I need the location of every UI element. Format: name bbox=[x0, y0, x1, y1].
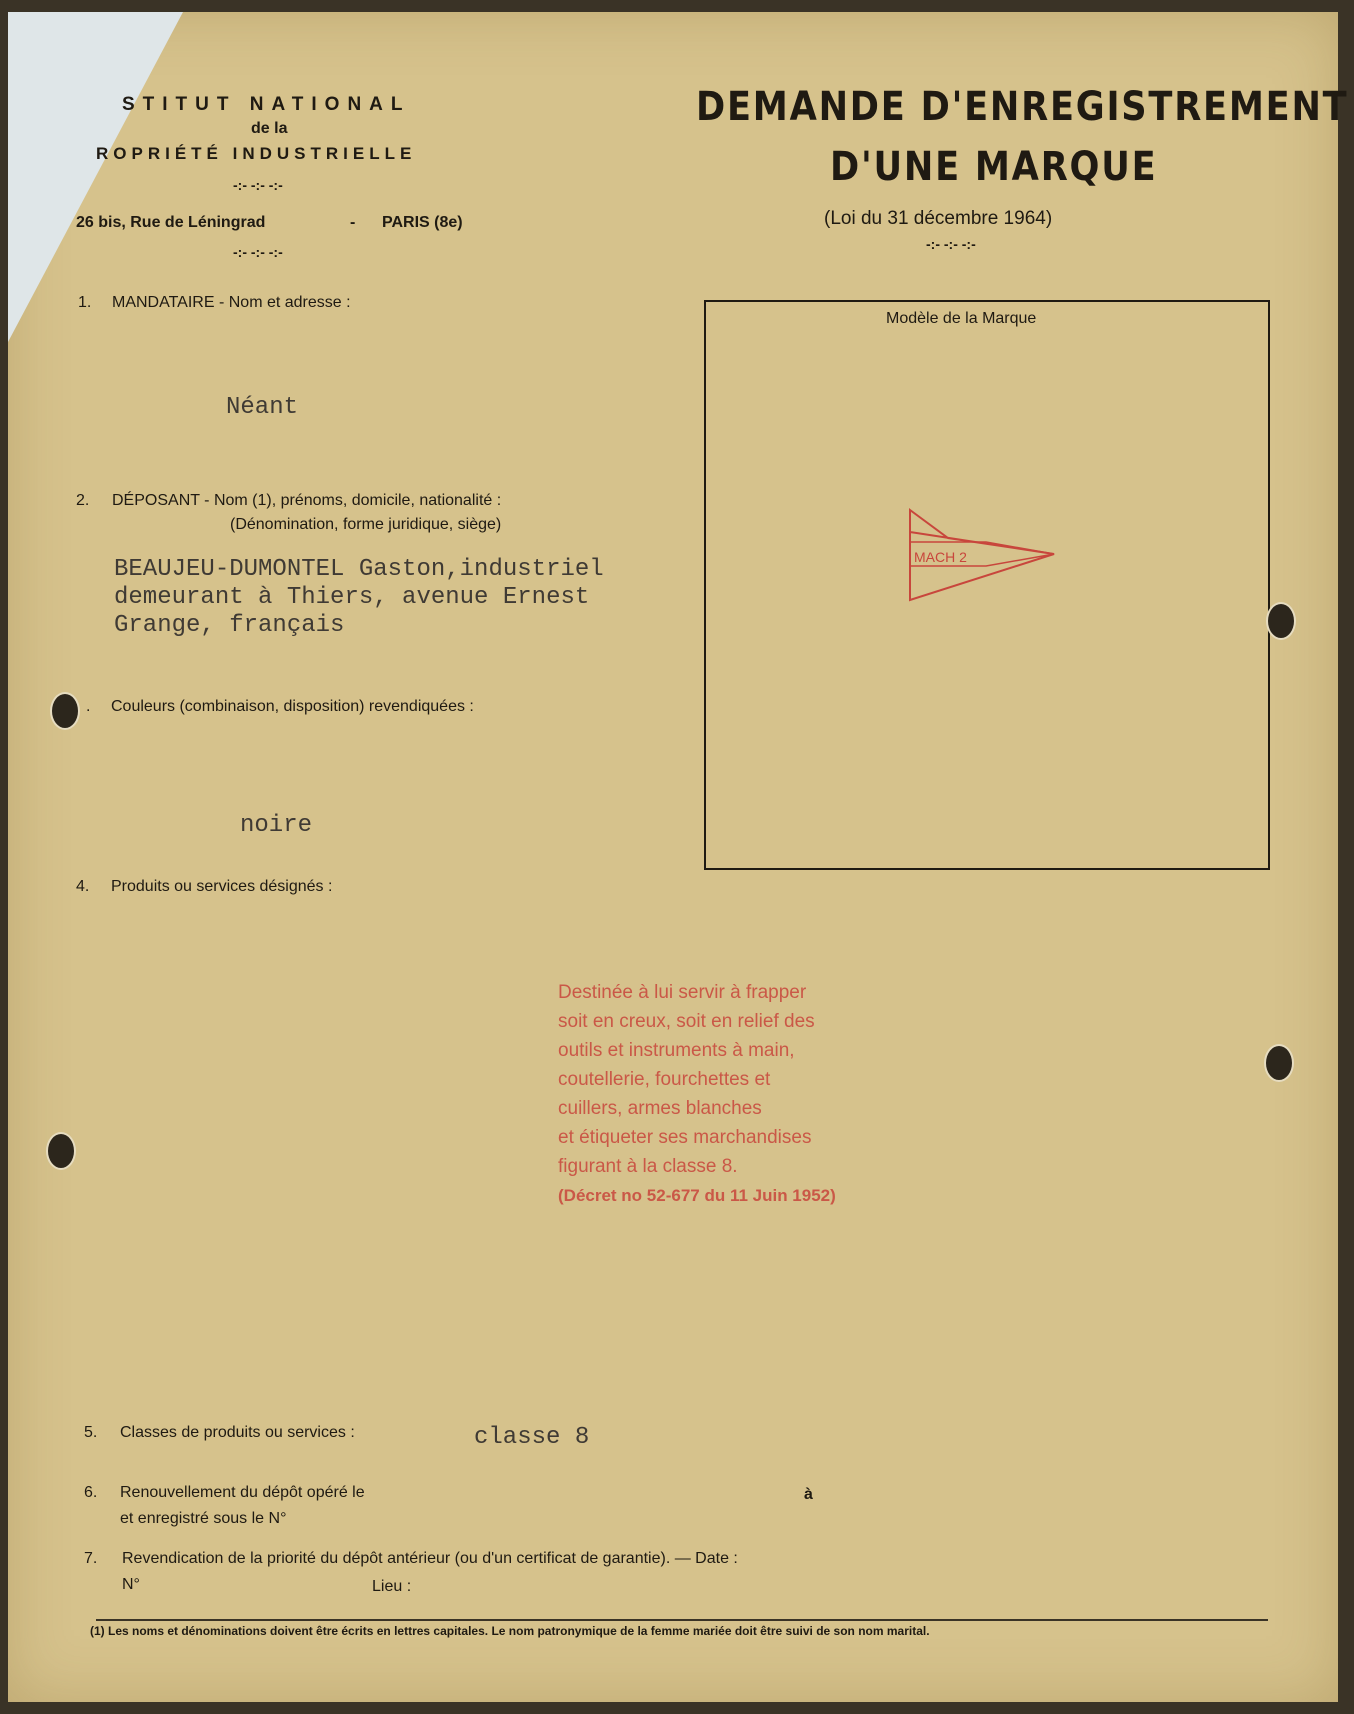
field-2-value-line1: BEAUJEU-DUMONTEL Gaston,industriel bbox=[114, 556, 604, 583]
field-1-number: 1. bbox=[78, 294, 92, 311]
stamp-decree: (Décret no 52-677 du 11 Juin 1952) bbox=[558, 1186, 836, 1205]
goods-description-stamp bbox=[558, 978, 836, 1210]
punch-hole bbox=[46, 1132, 76, 1170]
field-7-place-label: Lieu : bbox=[372, 1578, 412, 1595]
punch-hole bbox=[50, 692, 80, 730]
field-6-place-prefix: à bbox=[804, 1486, 813, 1503]
field-3-value: noire bbox=[240, 812, 313, 839]
field-6-label-2: et enregistré sous le N° bbox=[120, 1510, 287, 1527]
field-1-value: Néant bbox=[226, 394, 299, 421]
stamp-line: soit en creux, soit en relief des bbox=[558, 1011, 815, 1032]
form-page bbox=[8, 12, 1349, 1702]
field-4-number: 4. bbox=[76, 878, 90, 895]
field-7-label: Revendication de la priorité du dépôt antérieur (ou d'un certificat de garantie). — Date : bbox=[122, 1550, 738, 1567]
stamp-line: outils et instruments à main, bbox=[558, 1040, 795, 1061]
institute-name-line3: ROPRIÉTÉ INDUSTRIELLE bbox=[96, 144, 417, 163]
trademark-specimen-box bbox=[704, 300, 1270, 870]
stamp-line: figurant à la classe 8. bbox=[558, 1156, 738, 1177]
form-title-line1: DEMANDE D'ENREGISTREMENT bbox=[696, 84, 1349, 130]
field-6-number: 6. bbox=[84, 1484, 98, 1501]
field-2-number: 2. bbox=[76, 492, 90, 509]
stamp-line: Destinée à lui servir à frapper bbox=[558, 982, 807, 1003]
institute-name-line2: de la bbox=[251, 120, 288, 137]
stamp-line: cuillers, armes blanches bbox=[558, 1098, 762, 1119]
stamp-line: et étiqueter ses marchandises bbox=[558, 1127, 812, 1148]
field-2-sublabel: (Dénomination, forme juridique, siège) bbox=[230, 516, 502, 533]
stamp-line: coutellerie, fourchettes et bbox=[558, 1069, 771, 1090]
institute-city: PARIS (8e) bbox=[382, 214, 463, 231]
form-title-line2: D'UNE MARQUE bbox=[830, 144, 1158, 190]
header-ornament-top: -:- -:- -:- bbox=[233, 177, 283, 193]
field-1-label: MANDATAIRE - Nom et adresse : bbox=[112, 294, 351, 311]
header-ornament-bottom: -:- -:- -:- bbox=[233, 244, 283, 260]
pennant-mark-icon bbox=[906, 502, 1076, 612]
folded-page-corner bbox=[8, 12, 183, 342]
field-5-label: Classes de produits ou services : bbox=[120, 1424, 355, 1441]
field-6-label: Renouvellement du dépôt opéré le bbox=[120, 1484, 365, 1501]
institute-street: 26 bis, Rue de Léningrad bbox=[76, 214, 266, 231]
field-7-number-label: N° bbox=[122, 1576, 140, 1593]
field-4-label: Produits ou services désignés : bbox=[111, 878, 333, 895]
footnote-divider bbox=[96, 1619, 1268, 1621]
footnote: (1) Les noms et dénominations doivent être écrits en lettres capitales. Le nom patronymique de la femme mariée doit être suivi de son nom marital. bbox=[90, 1624, 930, 1638]
mark-text: MACH 2 bbox=[914, 549, 967, 565]
title-ornament: -:- -:- -:- bbox=[926, 236, 976, 252]
specimen-box-label: Modèle de la Marque bbox=[886, 310, 1037, 327]
field-5-number: 5. bbox=[84, 1424, 98, 1441]
law-reference: (Loi du 31 décembre 1964) bbox=[824, 208, 1053, 229]
field-5-value: classe 8 bbox=[474, 1424, 590, 1451]
field-2-label: DÉPOSANT - Nom (1), prénoms, domicile, nationalité : bbox=[112, 492, 502, 509]
field-2-value-line3: Grange, français bbox=[114, 612, 345, 639]
punch-hole bbox=[1264, 1044, 1294, 1082]
institute-name-line1: STITUT NATIONAL bbox=[122, 94, 411, 115]
field-7-number: 7. bbox=[84, 1550, 98, 1567]
punch-hole bbox=[1266, 602, 1296, 640]
field-2-value-line2: demeurant à Thiers, avenue Ernest bbox=[114, 584, 590, 611]
field-3-label: Couleurs (combinaison, disposition) revendiquées : bbox=[111, 698, 474, 715]
address-dash: - bbox=[350, 214, 356, 231]
field-3-number: . bbox=[86, 698, 91, 715]
